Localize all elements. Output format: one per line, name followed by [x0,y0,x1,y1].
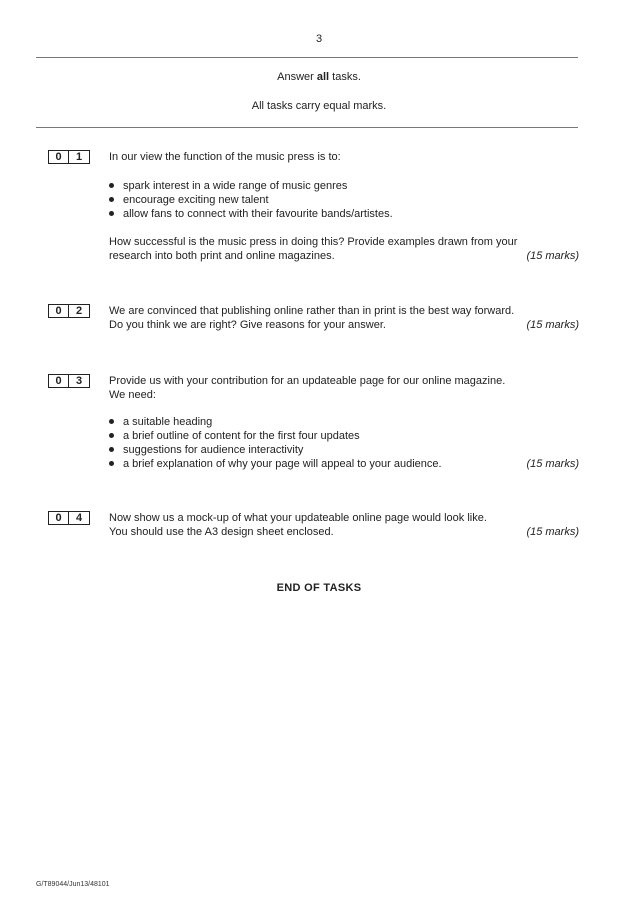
marks-label: (15 marks) [526,250,579,262]
bullet-text: allow fans to connect with their favourite bands/artistes. [123,208,393,220]
question-number-04 [48,511,90,525]
question-03-bullet [109,443,303,457]
marks-label: (15 marks) [526,319,579,331]
question-digit: 0 [48,511,69,525]
instruction-text: Answer [277,71,317,83]
bullet-icon [109,419,114,424]
task-text: You should use the A3 design sheet enclosed. [109,526,334,538]
question-02-prompt: We are convinced that publishing online rather than in print is the best way forward. [109,305,515,317]
task-text: research into both print and online magazines. [109,250,335,262]
question-03-bullet [109,429,360,443]
bullet-icon [109,197,114,202]
task-text: Do you think we are right? Give reasons for your answer. [109,319,386,331]
question-number-01 [48,150,90,164]
question-03-bullet-last [109,457,579,471]
question-digit: 0 [48,150,69,164]
bullet-text: spark interest in a wide range of music genres [123,180,348,192]
question-01-task-line-2 [109,249,579,263]
bullet-icon [109,183,114,188]
instruction-text-end: tasks. [329,71,361,83]
instruction-answer-all [0,71,638,83]
marks-label: (15 marks) [526,526,579,538]
bullet-icon [109,461,114,466]
bullet-text: a brief outline of content for the first four updates [123,430,360,442]
instruction-emphasis: all [316,71,330,83]
question-01-bullet [109,193,269,207]
question-digit: 0 [48,374,69,388]
bullet-icon [109,447,114,452]
question-digit: 0 [48,304,69,318]
bullet-icon [109,211,114,216]
instruction-equal-marks: All tasks carry equal marks. [251,100,387,112]
question-number-02 [48,304,90,318]
question-01-bullet [109,179,347,193]
bullet-text: encourage exciting new talent [123,194,269,206]
page-number: 3 [315,33,323,45]
question-03-bullet [109,415,212,429]
question-digit: 3 [69,374,90,388]
bullet-icon [109,433,114,438]
bullet-text: a brief explanation of why your page will appeal to your audience. [123,458,442,470]
question-04-task-line [109,525,579,539]
question-digit: 4 [69,511,90,525]
bullet-text: suggestions for audience interactivity [123,444,304,456]
question-03-prompt: Provide us with your contribution for an updateable page for our online magazine. [109,375,506,387]
question-01-prompt: In our view the function of the music press is to: [109,151,341,163]
question-digit: 1 [69,150,90,164]
question-digit: 2 [69,304,90,318]
bullet-text: a suitable heading [123,416,213,428]
question-01-bullet [109,207,393,221]
question-03-we-need: We need: [109,389,156,401]
question-01-task-line: How successful is the music press in doing this? Provide examples drawn from your [109,236,518,248]
question-number-03 [48,374,90,388]
header-divider [36,127,578,128]
marks-label: (15 marks) [526,458,579,470]
end-of-tasks: END OF TASKS [276,582,362,594]
footer-code: G/T89044/Jun13/48101 [36,881,110,888]
top-divider [36,57,578,58]
question-04-prompt: Now show us a mock-up of what your updateable online page would look like. [109,512,487,524]
question-02-task-line [109,318,579,332]
